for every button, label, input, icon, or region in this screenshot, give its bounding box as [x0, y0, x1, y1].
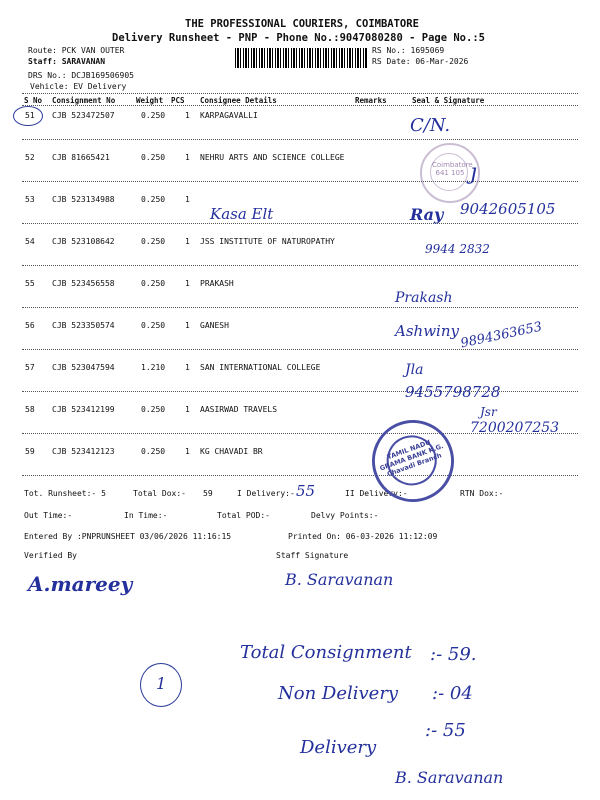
row-consignee: SAN INTERNATIONAL COLLEGE	[200, 363, 321, 372]
col-consignee: Consignee Details	[200, 96, 277, 105]
row-divider	[22, 307, 578, 308]
hand-row58-sign: Jsr	[480, 405, 497, 419]
col-seal: Seal & Signature	[412, 96, 485, 105]
row-pcs: 1	[185, 405, 190, 414]
hand-row58-phone: 7200207253	[470, 420, 560, 436]
row-consignee: PRAKASH	[200, 279, 234, 288]
row-consignee: AASIRWAD TRAVELS	[200, 405, 278, 414]
hand-bottom-signature: B. Saravanan	[395, 768, 504, 787]
hand-row53-phone: 9042605105	[460, 200, 556, 218]
row-consignee: NEHRU ARTS AND SCIENCE COLLEGE	[200, 153, 345, 162]
row-consignee: KG CHAVADI BR	[200, 447, 263, 456]
row-consignment-no: CJB 523047594	[52, 363, 115, 372]
row-pcs: 1	[185, 195, 190, 204]
hand-delivery-value: :- 55	[425, 720, 466, 741]
hand-row55-name: Prakash	[395, 290, 453, 306]
row-51-circle-mark	[13, 106, 43, 126]
rs-date: RS Date: 06-Mar-2026	[372, 57, 469, 66]
hand-row53-name: Kasa Elt	[210, 205, 274, 223]
row-pcs: 1	[185, 363, 190, 372]
in-time-label: In Time:-	[124, 511, 168, 520]
row-sno: 56	[25, 321, 35, 330]
out-time-label: Out Time:-	[24, 511, 73, 520]
row-sno: 55	[25, 279, 35, 288]
row-pcs: 1	[185, 447, 190, 456]
entered-by: Entered By :PNPRUNSHEET 03/06/2026 11:16:15	[24, 532, 232, 541]
hand-i-delivery-value: 55	[296, 482, 316, 500]
row-weight: 0.250	[141, 111, 166, 120]
bank-stamp-text: TAMIL NADU GRAMA BANK K.G. Chavadi Branch	[378, 438, 445, 479]
row-sno: 59	[25, 447, 35, 456]
total-pod-label: Total POD:-	[217, 511, 270, 520]
row-weight: 0.250	[141, 279, 166, 288]
hand-row56-phone: 9894363653	[459, 319, 544, 352]
row-pcs: 1	[185, 111, 190, 120]
row-pcs: 1	[185, 237, 190, 246]
row-sno: 58	[25, 405, 35, 414]
rs-number: RS No.: 1695069	[372, 46, 445, 55]
row-sno: 53	[25, 195, 35, 204]
ii-delivery-label: II Delivery:-	[345, 489, 408, 498]
col-sno: S No	[24, 96, 43, 105]
verified-by-label: Verified By	[24, 551, 77, 560]
row-sno: 54	[25, 237, 35, 246]
row-sno: 51	[25, 111, 35, 120]
barcode-image	[235, 48, 367, 68]
rtn-dox-label: RTN Dox:-	[460, 489, 504, 498]
hand-row53-sign: Ray	[410, 205, 444, 224]
hand-delivery-label: Delivery	[300, 737, 377, 758]
staff-signature-label: Staff Signature	[276, 551, 349, 560]
total-dox-label: Total Dox:-	[133, 489, 186, 498]
row-consignment-no: CJB 523412123	[52, 447, 115, 456]
row-weight: 0.250	[141, 447, 166, 456]
vehicle-label: Vehicle: EV Delivery	[30, 82, 127, 91]
staff-label: Staff: SARAVANAN	[28, 57, 106, 66]
row-divider	[22, 223, 578, 224]
row-consignment-no: CJB 523134988	[52, 195, 115, 204]
col-weight: Weight	[136, 96, 164, 105]
hand-page-number: 1	[156, 674, 167, 693]
header-rule-bottom	[22, 105, 578, 106]
hand-total-consignment-value: :- 59.	[430, 644, 477, 665]
hand-non-delivery-value: :- 04	[432, 683, 473, 704]
row-weight: 0.250	[141, 195, 166, 204]
row-divider	[22, 139, 578, 140]
hand-verifier-signature: A.mareey	[28, 572, 133, 596]
row-weight: 1.210	[141, 363, 166, 372]
total-dox-value: 59	[203, 489, 213, 498]
drs-number: DRS No.: DCJB169506905	[28, 71, 134, 80]
hand-non-delivery-label: Non Delivery	[278, 683, 399, 704]
header-rule-top	[22, 93, 578, 94]
hand-total-consignment-label: Total Consignment	[240, 642, 412, 663]
col-remarks: Remarks	[355, 96, 387, 105]
row-pcs: 1	[185, 279, 190, 288]
row-consignee: KARPAGAVALLI	[200, 111, 258, 120]
row-weight: 0.250	[141, 405, 166, 414]
row-consignment-no: CJB 81665421	[52, 153, 110, 162]
row-consignment-no: CJB 523456558	[52, 279, 115, 288]
hand-row54-phone: 9944 2832	[425, 242, 490, 256]
route-label: Route: PCK VAN OUTER	[28, 46, 125, 55]
hand-row52-sign: ȷ	[470, 160, 477, 185]
hand-row56-sign: Ashwiny	[395, 322, 459, 340]
row-weight: 0.250	[141, 237, 166, 246]
hand-staff-signature: B. Saravanan	[285, 570, 394, 589]
row-consignment-no: CJB 523412199	[52, 405, 115, 414]
printed-on: Printed On: 06-03-2026 11:12:09	[288, 532, 438, 541]
row-consignee: JSS INSTITUTE OF NATUROPATHY	[200, 237, 335, 246]
i-delivery-label: I Delivery:-	[237, 489, 295, 498]
row-consignment-no: CJB 523350574	[52, 321, 115, 330]
row-divider	[22, 475, 578, 476]
row-sno: 52	[25, 153, 35, 162]
row-consignee: GANESH	[200, 321, 229, 330]
hand-cn-note: C/N.	[410, 115, 451, 136]
row-weight: 0.250	[141, 153, 166, 162]
row-pcs: 1	[185, 153, 190, 162]
row-weight: 0.250	[141, 321, 166, 330]
runsheet-subtitle: Delivery Runsheet - PNP - Phone No.:9047080280 - Page No.:5	[112, 32, 485, 44]
row-consignment-no: CJB 523108642	[52, 237, 115, 246]
college-stamp-text: Coimbatore 641 105	[432, 161, 473, 177]
row-divider	[22, 265, 578, 266]
row-pcs: 1	[185, 321, 190, 330]
col-consignment: Consignment No	[52, 96, 116, 105]
delvy-points-label: Delvy Points:-	[311, 511, 379, 520]
tot-runsheet: Tot. Runsheet:- 5	[24, 489, 106, 498]
row-divider	[22, 181, 578, 182]
col-pcs: PCS	[171, 96, 185, 105]
row-sno: 57	[25, 363, 35, 372]
company-title: THE PROFESSIONAL COURIERS, COIMBATORE	[185, 18, 419, 30]
row-consignment-no: CJB 523472507	[52, 111, 115, 120]
hand-row57-sign: Jla	[405, 362, 424, 378]
row-divider	[22, 349, 578, 350]
hand-row57-phone: 9455798728	[405, 383, 501, 401]
